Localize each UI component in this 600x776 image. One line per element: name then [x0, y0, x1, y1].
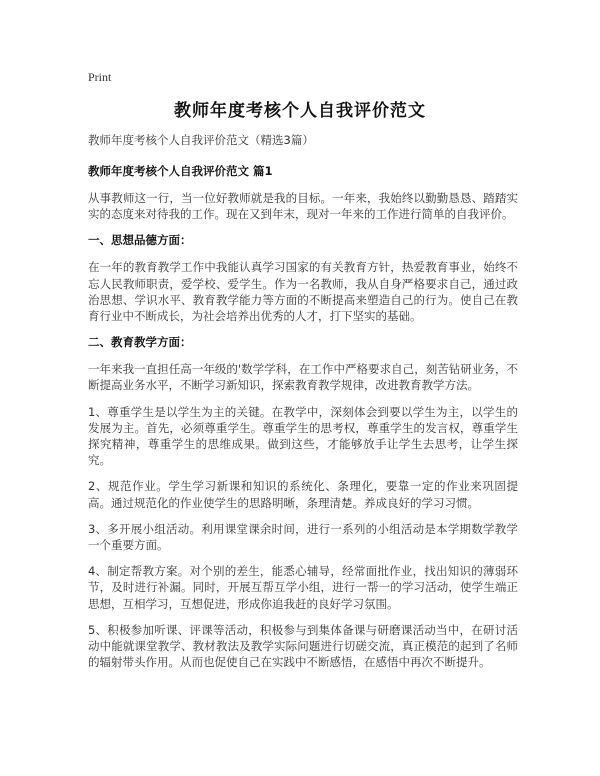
list-item: 1、尊重学生是以学生为主的关键。在教学中，深刻体会到要以学生为主，以学生的发展为主。首先，必须尊重学生。尊重学生的思考权，尊重学生的发言权，尊重学生探究精神，尊重学生的思维成果。做到这些，才能够放手让学生去思考，让学生探究。 — [88, 404, 518, 468]
heading-ideology: 一、思想品德方面： — [88, 233, 192, 248]
print-link[interactable]: Print — [88, 70, 112, 84]
document-subtitle: 教师年度考核个人自我评价范文（精选3篇） — [88, 133, 314, 147]
document-body — [88, 132, 518, 680]
list-item: 4、制定帮教方案。对个别的差生，能悉心辅导，经常面批作业，找出知识的薄弱环节，及时进行补漏。同时，开展互帮互学小组，进行一帮一的学习活动，使学生端正思想，互相学习，互想促进，形成你追我赶的良好学习氛围。 — [88, 564, 518, 611]
list-item: 3、多开展小组活动。利用课堂课余时间，进行一系列的小组活动是本学期数学教学一个重要方面。 — [88, 521, 518, 553]
heading-teaching: 二、教育教学方面： — [88, 335, 192, 350]
teaching-paragraph: 一年来我一直担任高一年级的'数学学科，在工作中严格要求自己，刻苦钻研业务，不断提高业务水平，不断学习新知识，探索教育教学规律，改进教育教学方法。 — [88, 362, 518, 393]
document-title: 教师年度考核个人自我评价范文 — [174, 101, 426, 121]
list-item: 5、积极参加听课、评课等活动，积极参与到集体备课与研磨课活动当中，在研讨活动中能就课堂教学、教材教法及教学实际问题进行切磋交流，真正模范的起到了名师的辐射带头作用。从而也促使自己在实践中不断感悟，在感悟中再次不断提升。 — [88, 622, 518, 670]
intro-paragraph: 从事教师这一行，当一位好教师就是我的目标。一年来，我始终以勤勤恳恳、踏踏实实的态度来对待我的工作。现在又到年末，现对一年来的工作进行简单的自我评价。 — [88, 191, 518, 222]
section-title: 教师年度考核个人自我评价范文 篇1 — [88, 164, 273, 178]
list-item: 2、规范作业。学生学习新课和知识的系统化、条理化，要靠一定的作业来巩固提高。通过规范化的作业使学生的思路明晰，条理清楚。养成良好的学习习惯。 — [88, 479, 518, 510]
ideology-paragraph: 在一年的教育教学工作中我能认真学习国家的有关教育方针，热爱教育事业，始终不忘人民教师职责，爱学校、爱学生。作为一名教师，我从自身严格要求自己，通过政治思想、学识水平、教育教学能力等方面的不断提高来塑造自己的行为。使自己在教育行业中不断成长，为社会培养出优秀的人才，打下坚实的基础。 — [88, 260, 518, 324]
